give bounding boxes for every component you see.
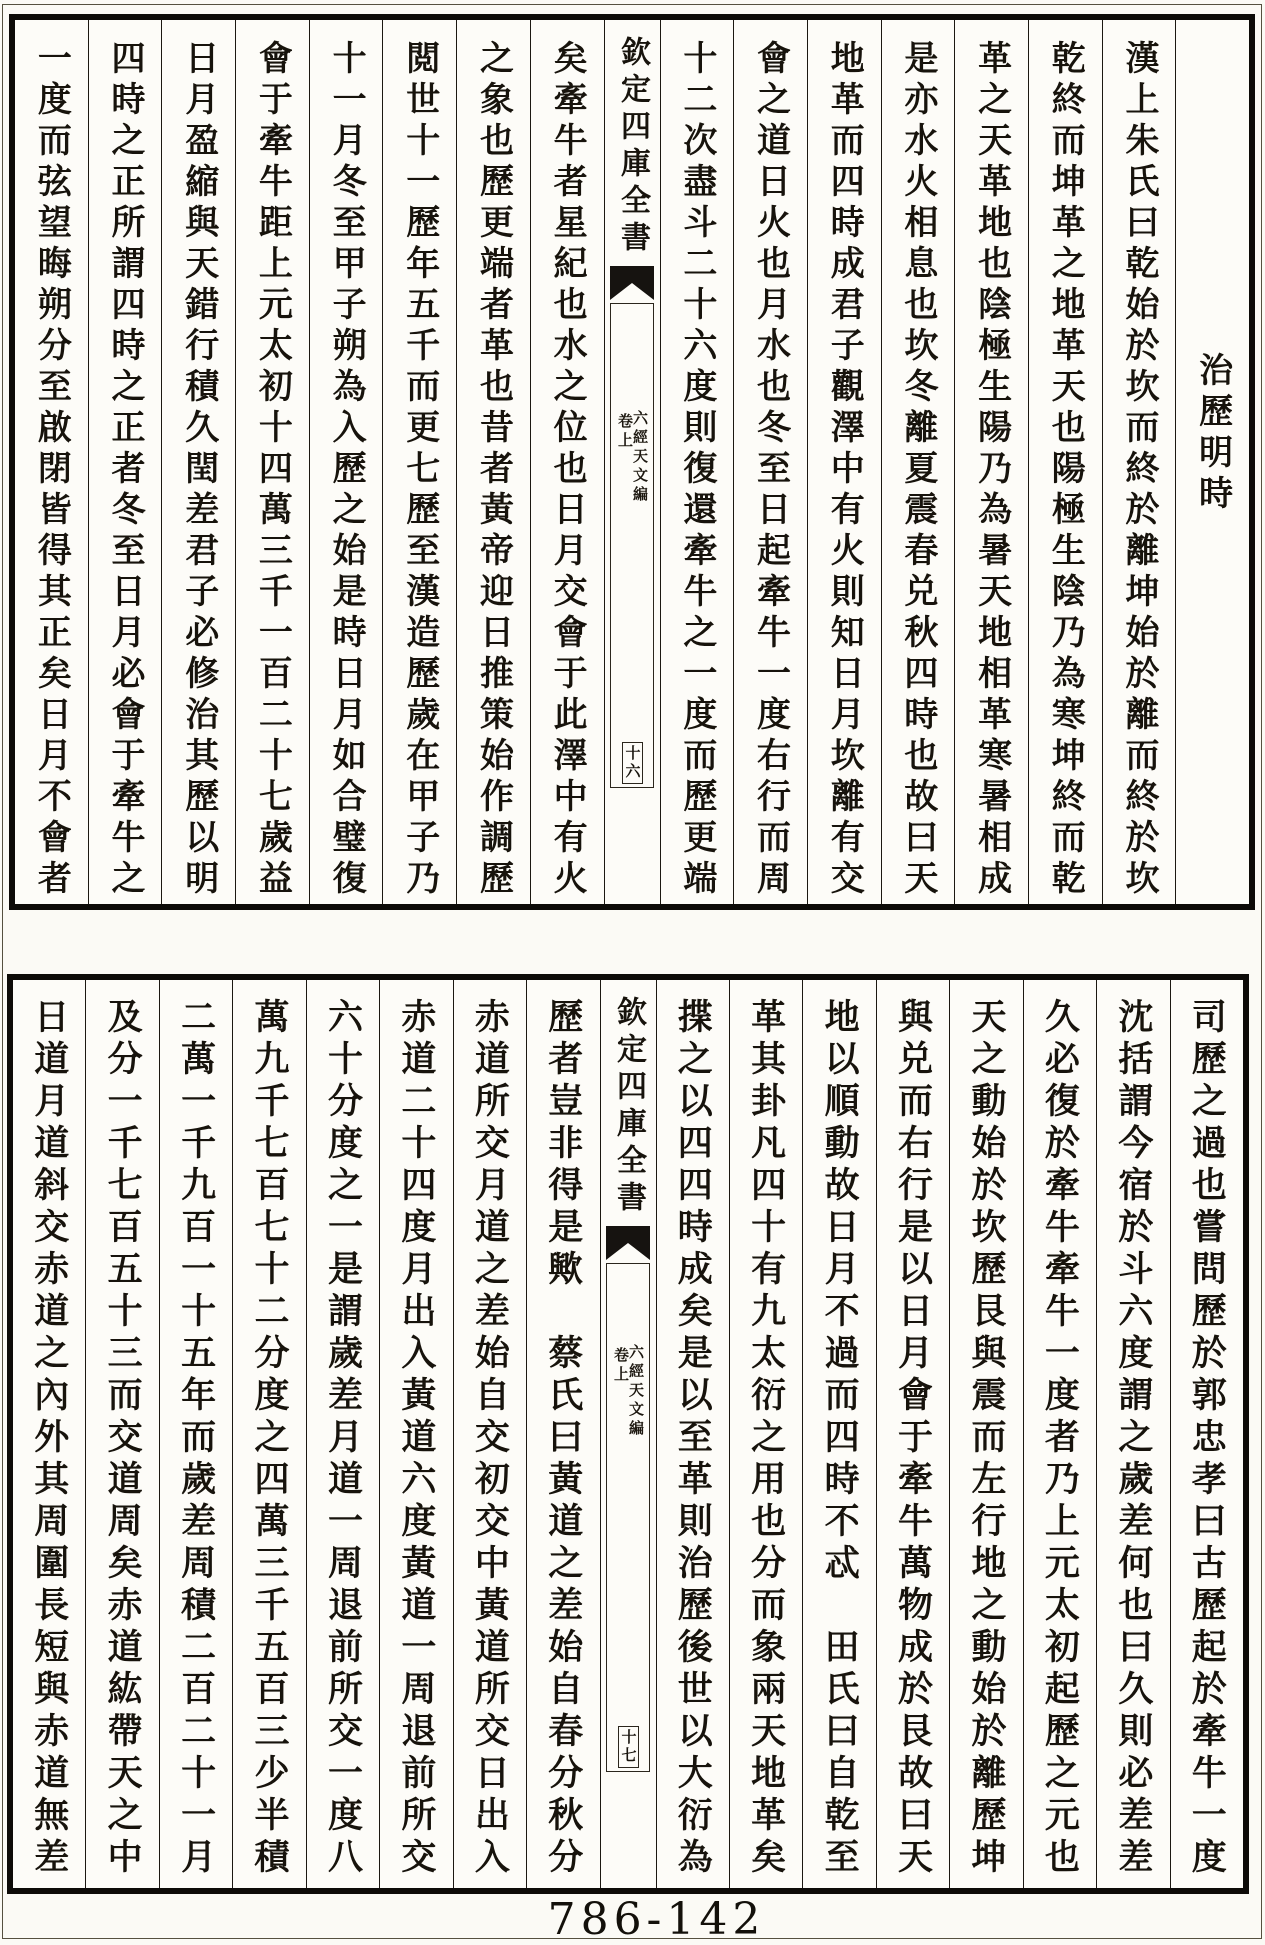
text-column [379, 980, 452, 1888]
text-column [954, 20, 1028, 904]
column-text: 是亦水火相息也坎冬離夏震春兑秋四時也故曰天 [897, 40, 938, 901]
bottom-page-block [7, 974, 1249, 1894]
text-column [526, 980, 599, 1888]
column-text: 閲世十一歷年五千而更七歷至漢造歷歲在甲子乃 [399, 40, 440, 901]
column-text: 赤道二十四度月出入黃道六度黃道一周退前所交 [395, 998, 437, 1880]
banxin-inner-box [606, 1263, 650, 1772]
column-text: 十一月冬至甲子朔為入歷之始是時日月如合璧復 [326, 40, 367, 901]
column-text: 揲之以四四時成矣是以至革則治歷後世以大衍為 [672, 998, 714, 1880]
column-text: 司歷之過也嘗問歷於郭忠孝曰古歷起於牽牛一度 [1186, 998, 1228, 1880]
column-text: 乾終而坤革之地革天也陽極生陰乃為寒坤終而乾 [1045, 40, 1086, 901]
juan-label: 卷上 [616, 413, 634, 451]
text-column [656, 980, 729, 1888]
folio-number: 十六 [622, 742, 643, 784]
text-column [733, 20, 807, 904]
chapter-title-column [1175, 20, 1249, 904]
column-text: 革之天革地也陰極生陽乃為暑天地相革寒暑相成 [971, 40, 1012, 901]
column-text: 漢上朱氏曰乾始於坎而終於離坤始於離而終於坎 [1118, 40, 1159, 901]
column-text: 日月盈縮與天錯行積久閏差君子必修治其歷以明 [178, 40, 219, 901]
column-text: 久必復於牽牛牽牛一度者乃上元太初起歷之元也 [1039, 998, 1081, 1880]
column-text: 矣牽牛者星紀也水之位也日月交會于此澤中有火 [547, 40, 588, 901]
page-number-footer: 786-142 [547, 1894, 766, 1945]
text-column [382, 20, 456, 904]
folio-number: 十七 [618, 1726, 639, 1768]
text-column [13, 980, 85, 1888]
column-text: 二萬一千九百一十五年而歲差周積二百二十一月 [175, 998, 217, 1880]
book-title: 六經天文編 [627, 1344, 645, 1439]
column-text: 天之動始於坎歷艮與震而左行地之動始於離歷坤 [965, 998, 1007, 1880]
text-column [949, 980, 1022, 1888]
text-column [660, 20, 734, 904]
column-text: 與兑而右行是以日月會于牽牛萬物成於艮故曰天 [892, 998, 934, 1880]
top-page-block [9, 14, 1255, 910]
column-text: 六十分度之一是謂歲差月道一周退前所交一度八 [322, 998, 364, 1880]
column-text: 歷者豈非得是歟 蔡氏曰黃道之差始自春分秋分 [542, 998, 584, 1880]
text-column [1170, 980, 1243, 1888]
juan-label: 卷上 [612, 1347, 630, 1385]
text-column [530, 20, 604, 904]
column-text: 會于牽牛距上元太初十四萬三千一百二十七歲益 [252, 40, 293, 901]
column-text: 赤道所交月道之差始自交初交中黃道所交日出入 [469, 998, 511, 1880]
column-text: 會之道日火也月水也冬至日起牽牛一度右行而周 [750, 40, 791, 901]
bottom-columns [13, 980, 1243, 1888]
banxin-inner-box [610, 303, 654, 788]
column-text: 沈括謂今宿於斗六度謂之歲差何也曰久則必差差 [1112, 998, 1154, 1880]
text-column [453, 980, 526, 1888]
book-title-group [617, 410, 647, 505]
text-column [1023, 980, 1096, 1888]
text-column [802, 980, 875, 1888]
book-title-group [613, 1344, 643, 1439]
banxin-center-column [604, 20, 660, 904]
fishtail-ornament-icon [606, 1226, 650, 1260]
column-text: 地以順動故日月不過而四時不忒 田氏曰自乾至 [819, 998, 861, 1880]
column-text: 十二次盡斗二十六度則復還牽牛之一度而歷更端 [676, 40, 717, 901]
text-column [161, 20, 235, 904]
text-column [309, 20, 383, 904]
column-text: 治歷明時 [1192, 352, 1233, 516]
text-column [85, 980, 158, 1888]
text-column [1096, 980, 1169, 1888]
text-column [729, 980, 802, 1888]
text-column [306, 980, 379, 1888]
column-text: 革其卦凡四十有九太衍之用也分而象兩天地革矣 [745, 998, 787, 1880]
column-text: 及分一千七百五十三而交道周矣赤道紘帶天之中 [102, 998, 144, 1880]
text-column [232, 980, 305, 1888]
column-text: 四時之正所謂四時之正者冬至日月必會于牽牛之 [105, 40, 146, 901]
text-column [876, 980, 949, 1888]
top-columns [15, 20, 1249, 904]
text-column [15, 20, 88, 904]
column-text: 地革而四時成君子觀澤中有火則知日月坎離有交 [824, 40, 865, 901]
column-text: 一度而弦望晦朔分至啟閉皆得其正矣日月不會者 [31, 40, 72, 901]
text-column [88, 20, 162, 904]
column-text: 萬九千七百七十二分度之四萬三千五百三少半積 [249, 998, 291, 1880]
book-title: 六經天文編 [631, 410, 649, 505]
column-text: 日道月道斜交赤道之內外其周圍長短與赤道無差 [28, 998, 70, 1880]
text-column [235, 20, 309, 904]
text-column [456, 20, 530, 904]
text-column [807, 20, 881, 904]
text-column [1028, 20, 1102, 904]
siku-quanshu-banner: 欽定四庫全書 [615, 36, 650, 258]
text-column [1102, 20, 1176, 904]
fishtail-ornament-icon [610, 266, 654, 300]
siku-quanshu-banner: 欽定四庫全書 [611, 996, 646, 1218]
column-text: 之象也歷更端者革也昔者黃帝迎日推策始作調歷 [473, 40, 514, 901]
text-column [881, 20, 955, 904]
text-column [159, 980, 232, 1888]
banxin-center-column [600, 980, 656, 1888]
